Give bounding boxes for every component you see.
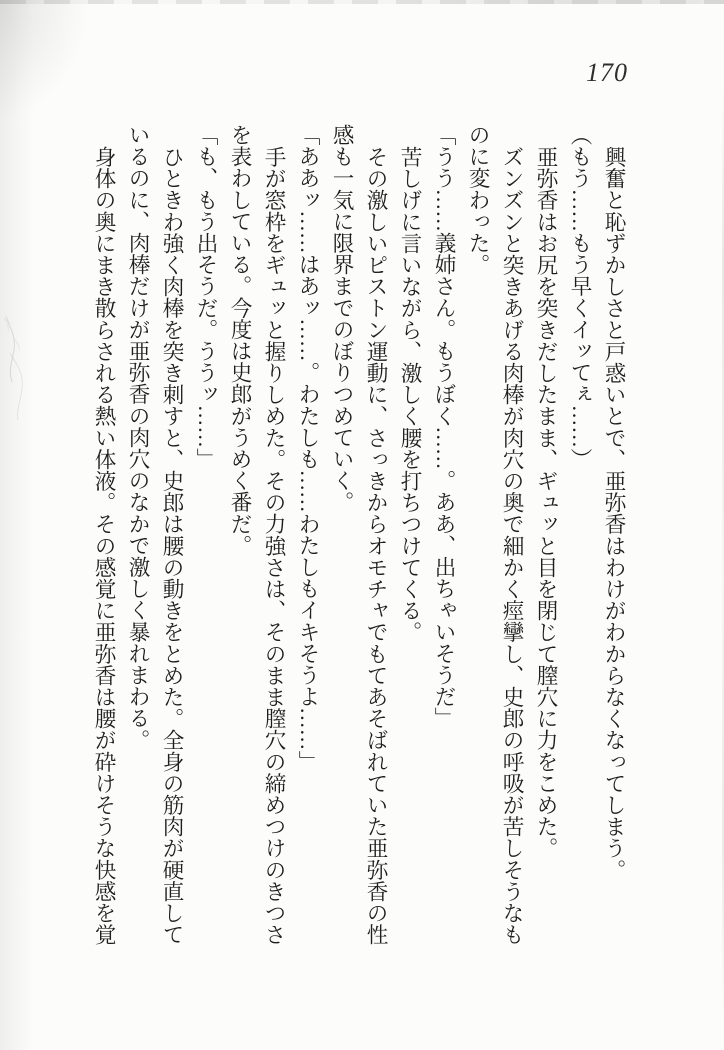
- scan-crease-mark: [0, 298, 44, 443]
- text-block: [71, 124, 631, 954]
- paragraph: 「ああッ……はあッ……。わたしも……わたしもイキそうよ……」: [296, 124, 320, 772]
- paragraph: その激しいピストン運動に、さっきからオモチャでもてあそばれていた亜弥香の性感も一気に限界までのぼりつめていく。: [330, 124, 388, 945]
- paragraph: ズンズンと突きあげる肉棒が肉穴の奥で細かく痙攣し、史郎の呼吸が苦しそうなものに変わった。: [466, 124, 524, 945]
- scan-left-edge-shadow: [0, 0, 34, 1050]
- scan-top-edge-artifact: [0, 0, 724, 4]
- scan-corner-shadow: [0, 0, 90, 120]
- paragraph: 苦しげに言いながら、激しく腰を打ちつけてくる。: [398, 145, 422, 643]
- paragraph: （もう……もう早くイッてぇ……）: [568, 124, 592, 470]
- paragraph: 「うう……義姉さん。もうぼく……。ああ、出ちゃいそうだ」: [432, 124, 456, 729]
- paragraph: 身体の奥にまき散らされる熱い体液。その感覚に亜弥香は腰が砕けそうな快感を覚: [92, 145, 116, 945]
- paragraph: ひときわ強く肉棒を突き刺すと、史郎は腰の動きをとめた。全身の筋肉が硬直しているのに、肉棒だけが亜弥香の肉穴のなかで激しく暴れまわる。: [126, 124, 184, 945]
- paragraph: 亜弥香はお尻を突きだしたまま、ギュッと目を閉じて膣穴に力をこめた。: [534, 145, 558, 859]
- paragraph: 「も、もう出そうだ。ううッ……」: [194, 124, 218, 470]
- page-number: 170: [586, 58, 628, 87]
- paragraph: 手が窓枠をギュッと握りしめた。その力強さは、そのまま膣穴の締めつけのきつさを表わしている。今度は史郎がうめく番だ。: [228, 124, 286, 945]
- paragraph: 興奮と恥ずかしさと戸惑いとで、亜弥香はわけがわからなくなってしまう。: [602, 145, 626, 880]
